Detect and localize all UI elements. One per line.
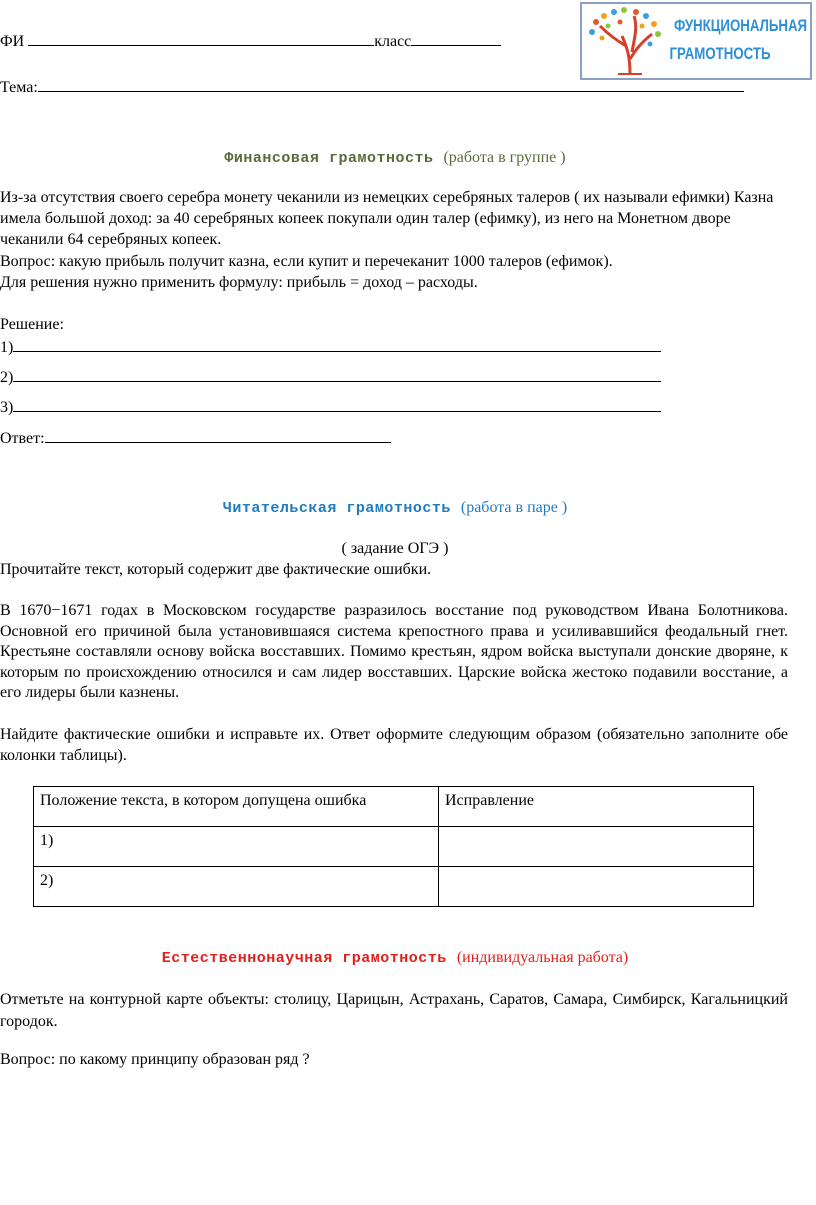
science-mode: (индивидуальная работа) [456,949,629,966]
solution-step-1 [0,337,661,359]
reading-task: ( задание ОГЭ ) [341,540,449,557]
table-row [34,827,754,867]
table-cell[interactable]: 1) [34,827,439,867]
name-class-row [0,31,501,53]
fi-label: ФИ [0,33,25,50]
class-label: класс [374,33,412,50]
table-header-cell: Положение текста, в котором допущена ошибка [34,787,439,827]
topic-row [0,77,744,99]
financial-question: Вопрос: какую прибыль получит казна, если купит и перечеканит 1000 талеров (ефимок). [0,253,613,270]
step-1-field[interactable] [13,337,661,352]
financial-heading [0,148,790,169]
step-number: 3) [0,399,14,416]
science-heading [0,948,790,969]
reading-text: В 1670−1671 годах в Московском государстве разразилось восстание под руководством Ивана Болотникова. Основной его причиной была установившаяся система крепостного права и усиливавшийся феодальный гнет. Крестьяне составляли основу войска восставших. Помимо крестьян, ядром войска выступали донские дворяне, к которым по происхождению относился и сам лидер восставших. Царские войска жестоко подавили восстание, а его лидеры были казнены. [0,602,788,701]
table-header-cell: Исправление [439,787,754,827]
reading-heading [0,498,790,519]
science-title: Естественнонаучная грамотность [161,950,447,967]
name-field[interactable] [28,31,374,46]
logo [580,2,812,80]
step-3-field[interactable] [13,397,661,412]
table-cell[interactable]: 2) [34,867,439,907]
table-row [34,867,754,907]
step-2-field[interactable] [13,367,661,382]
table-cell[interactable] [439,827,754,867]
solution-step-2 [0,367,661,389]
science-task: Отметьте на контурной карте объекты: столицу, Царицын, Астрахань, Саратов, Самара, Симбирск, Кагальницкий городок. [0,991,788,1030]
errors-table [33,786,754,907]
logo-text-line2: ГРАМОТНОСТЬ [669,44,771,63]
table-header-row [34,787,754,827]
answer-row [0,428,391,450]
financial-title: Финансовая грамотность [224,150,434,167]
class-field[interactable] [411,31,501,46]
table-cell[interactable] [439,867,754,907]
financial-paragraph: Из-за отсутствия своего серебра монету чеканили из немецких серебряных талеров ( их называли ефимки) Казна имела большой доход: за 40 серебряных копеек покупали один талер (ефимку), из него на Монетном дворе чеканили 64 серебряных копеек. [0,189,774,248]
financial-mode: (работа в группе ) [443,149,566,166]
step-number: 2) [0,369,14,386]
financial-formula: Для решения нужно применить формулу: прибыль = доход – расходы. [0,274,478,291]
logo-text [669,12,808,68]
topic-label: Тема: [0,79,38,96]
solution-label: Решение: [0,316,64,333]
reading-mode: (работа в паре ) [460,499,568,516]
answer-field[interactable] [45,428,391,443]
reading-find-task: Найдите фактические ошибки и исправьте их. Ответ оформите следующим образом (обязательно заполните обе колонки таблицы). [0,726,788,764]
logo-text-line1: ФУНКЦИОНАЛЬНАЯ [674,16,808,35]
step-number: 1) [0,339,14,356]
reading-title: Читательская грамотность [222,500,451,517]
reading-instruction: Прочитайте текст, который содержит две фактические ошибки. [0,561,432,578]
answer-label: Ответ: [0,430,45,447]
solution-step-3 [0,397,661,419]
science-question: Вопрос: по какому принципу образован ряд ? [0,1051,310,1068]
